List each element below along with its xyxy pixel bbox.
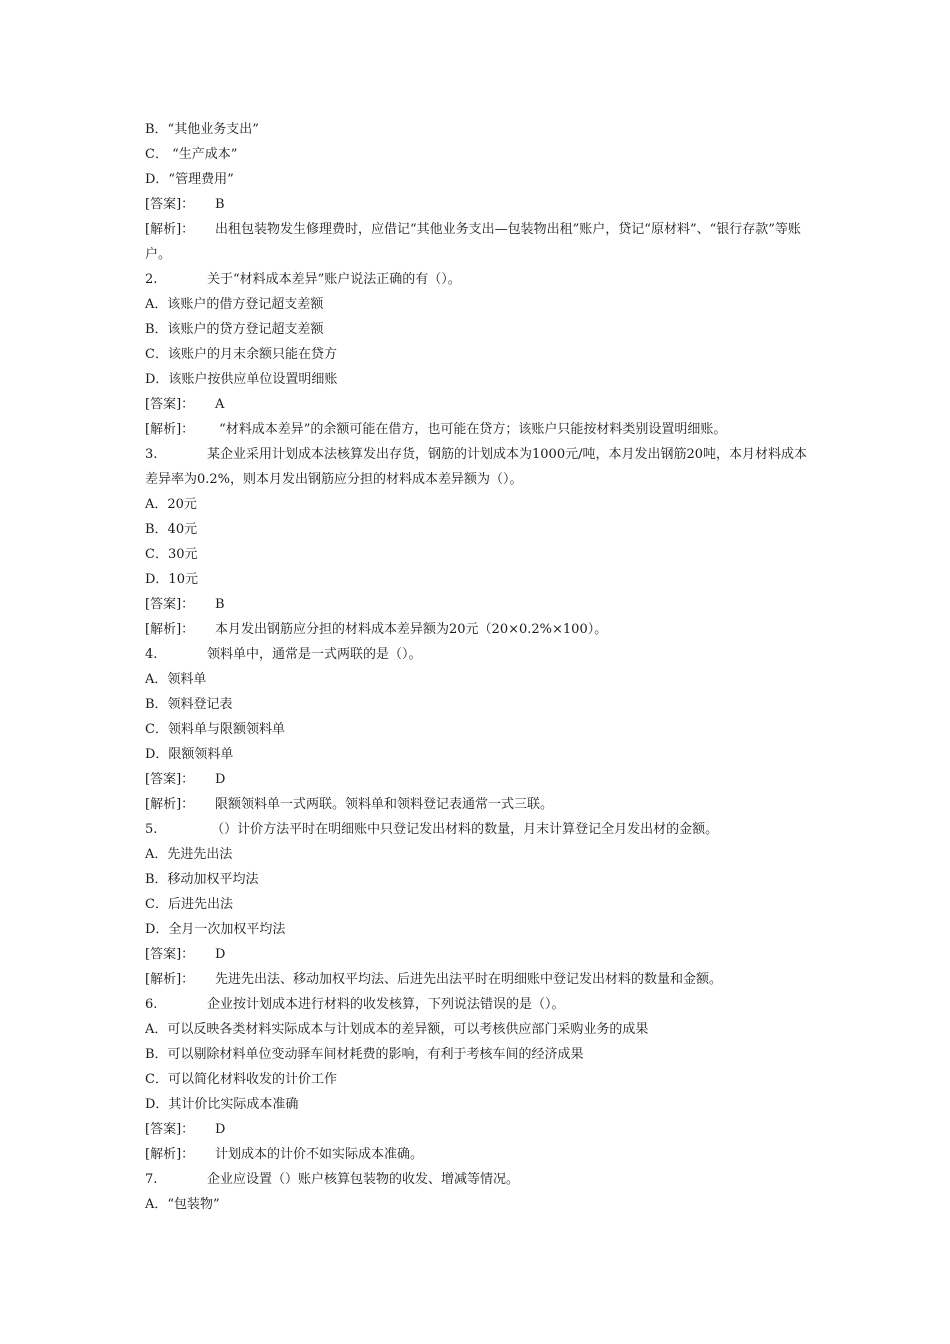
answer-value: B <box>215 597 225 612</box>
question-number: 2. <box>145 272 158 287</box>
analysis-line <box>145 792 817 817</box>
answer-tag: [答案]： <box>145 197 195 212</box>
option-line: C．后进先出法 <box>145 897 233 912</box>
answer-tag: [答案]： <box>145 597 195 612</box>
analysis-tag: [解析]： <box>145 622 195 637</box>
question-text: 企业按计划成本进行材料的收发核算，下列说法错误的是（）。 <box>207 997 565 1012</box>
analysis-line <box>145 617 817 642</box>
answer-tag: [答案]： <box>145 1122 195 1137</box>
question-line <box>145 442 817 492</box>
question-line <box>145 267 817 292</box>
option-line: D．“管理费用” <box>145 172 234 187</box>
analysis-line <box>145 967 817 992</box>
option-line: C． “生产成本” <box>145 147 238 162</box>
analysis-text: 限额领料单一式两联。领料单和领料登记表通常一式三联。 <box>215 797 554 812</box>
analysis-line <box>145 217 817 267</box>
question-number: 4. <box>145 647 158 662</box>
question-text: 领料单中，通常是一式两联的是（）。 <box>207 647 422 662</box>
question-text: 关于“材料成本差异”账户说法正确的有（）。 <box>207 272 461 287</box>
analysis-text: 计划成本的计价不如实际成本准确。 <box>215 1147 424 1162</box>
document-body <box>145 117 817 1217</box>
analysis-text: “材料成本差异”的余额可能在借方，也可能在贷方；该账户只能按材料类别设置明细账。 <box>215 422 727 437</box>
answer-line <box>145 392 817 417</box>
option-line: D．该账户按供应单位设置明细账 <box>145 372 338 387</box>
option-line: A．先进先出法 <box>145 847 233 862</box>
analysis-tag: [解析]： <box>145 972 195 987</box>
question-line <box>145 817 817 842</box>
analysis-line <box>145 417 817 442</box>
option-line: A．可以反映各类材料实际成本与计划成本的差异额，可以考核供应部门采购业务的成果 <box>145 1022 649 1037</box>
question-number: 5. <box>145 822 158 837</box>
analysis-tag: [解析]： <box>145 1147 195 1162</box>
answer-line <box>145 767 817 792</box>
answer-value: A <box>215 397 225 412</box>
question-text: 某企业采用计划成本法核算发出存货，钢筋的计划成本为1000元/吨，本月发出钢筋20吨，本月材料成本差异率为0.2%，则本月发出钢筋应分担的材料成本差异额为（）。 <box>145 447 808 487</box>
question-line <box>145 642 817 667</box>
option-line: B．领料登记表 <box>145 697 233 712</box>
analysis-text: 本月发出钢筋应分担的材料成本差异额为20元（20×0.2%×100）。 <box>215 622 608 637</box>
option-line: C．30元 <box>145 547 198 562</box>
analysis-tag: [解析]： <box>145 422 195 437</box>
option-line: A．领料单 <box>145 672 207 687</box>
answer-line <box>145 192 817 217</box>
option-line: B．可以剔除材料单位变动驿车间材耗费的影响，有利于考核车间的经济成果 <box>145 1047 584 1062</box>
question-number: 3. <box>145 447 158 462</box>
answer-value: D <box>215 947 226 962</box>
analysis-line <box>145 1142 817 1167</box>
answer-value: D <box>215 772 226 787</box>
answer-line <box>145 1117 817 1142</box>
option-line: D．其计价比实际成本准确 <box>145 1097 299 1112</box>
option-line: C．该账户的月末余额只能在贷方 <box>145 347 337 362</box>
analysis-text: 出租包装物发生修理费时，应借记“其他业务支出—包装物出租”账户，贷记“原材料”、“银行存款”等账户。 <box>145 222 801 262</box>
answer-line <box>145 942 817 967</box>
option-line: D．全月一次加权平均法 <box>145 922 286 937</box>
answer-value: D <box>215 1122 226 1137</box>
option-line: D．10元 <box>145 572 198 587</box>
analysis-tag: [解析]： <box>145 222 195 237</box>
answer-tag: [答案]： <box>145 397 195 412</box>
answer-tag: [答案]： <box>145 772 195 787</box>
question-number: 7. <box>145 1172 158 1187</box>
option-line: A．该账户的借方登记超支差额 <box>145 297 324 312</box>
question-number: 6. <box>145 997 158 1012</box>
question-line <box>145 992 817 1017</box>
option-line: D．限额领料单 <box>145 747 234 762</box>
analysis-text: 先进先出法、移动加权平均法、后进先出法平时在明细账中登记发出材料的数量和金额。 <box>215 972 723 987</box>
option-line: C．可以简化材料收发的计价工作 <box>145 1072 337 1087</box>
option-line: C．领料单与限额领料单 <box>145 722 285 737</box>
answer-line <box>145 592 817 617</box>
analysis-tag: [解析]： <box>145 797 195 812</box>
question-text: （）计价方法平时在明细账中只登记发出材料的数量，月末计算登记全月发出材的金额。 <box>207 822 719 837</box>
option-line: B．移动加权平均法 <box>145 872 259 887</box>
option-line: B．该账户的贷方登记超支差额 <box>145 322 324 337</box>
question-line <box>145 1167 817 1192</box>
answer-value: B <box>215 197 225 212</box>
option-line: B．40元 <box>145 522 198 537</box>
answer-tag: [答案]： <box>145 947 195 962</box>
option-line: B．“其他业务支出” <box>145 122 259 137</box>
option-line: A．“包装物” <box>145 1197 220 1212</box>
question-text: 企业应设置（）账户核算包装物的收发、增减等情况。 <box>207 1172 520 1187</box>
option-line: A．20元 <box>145 497 197 512</box>
